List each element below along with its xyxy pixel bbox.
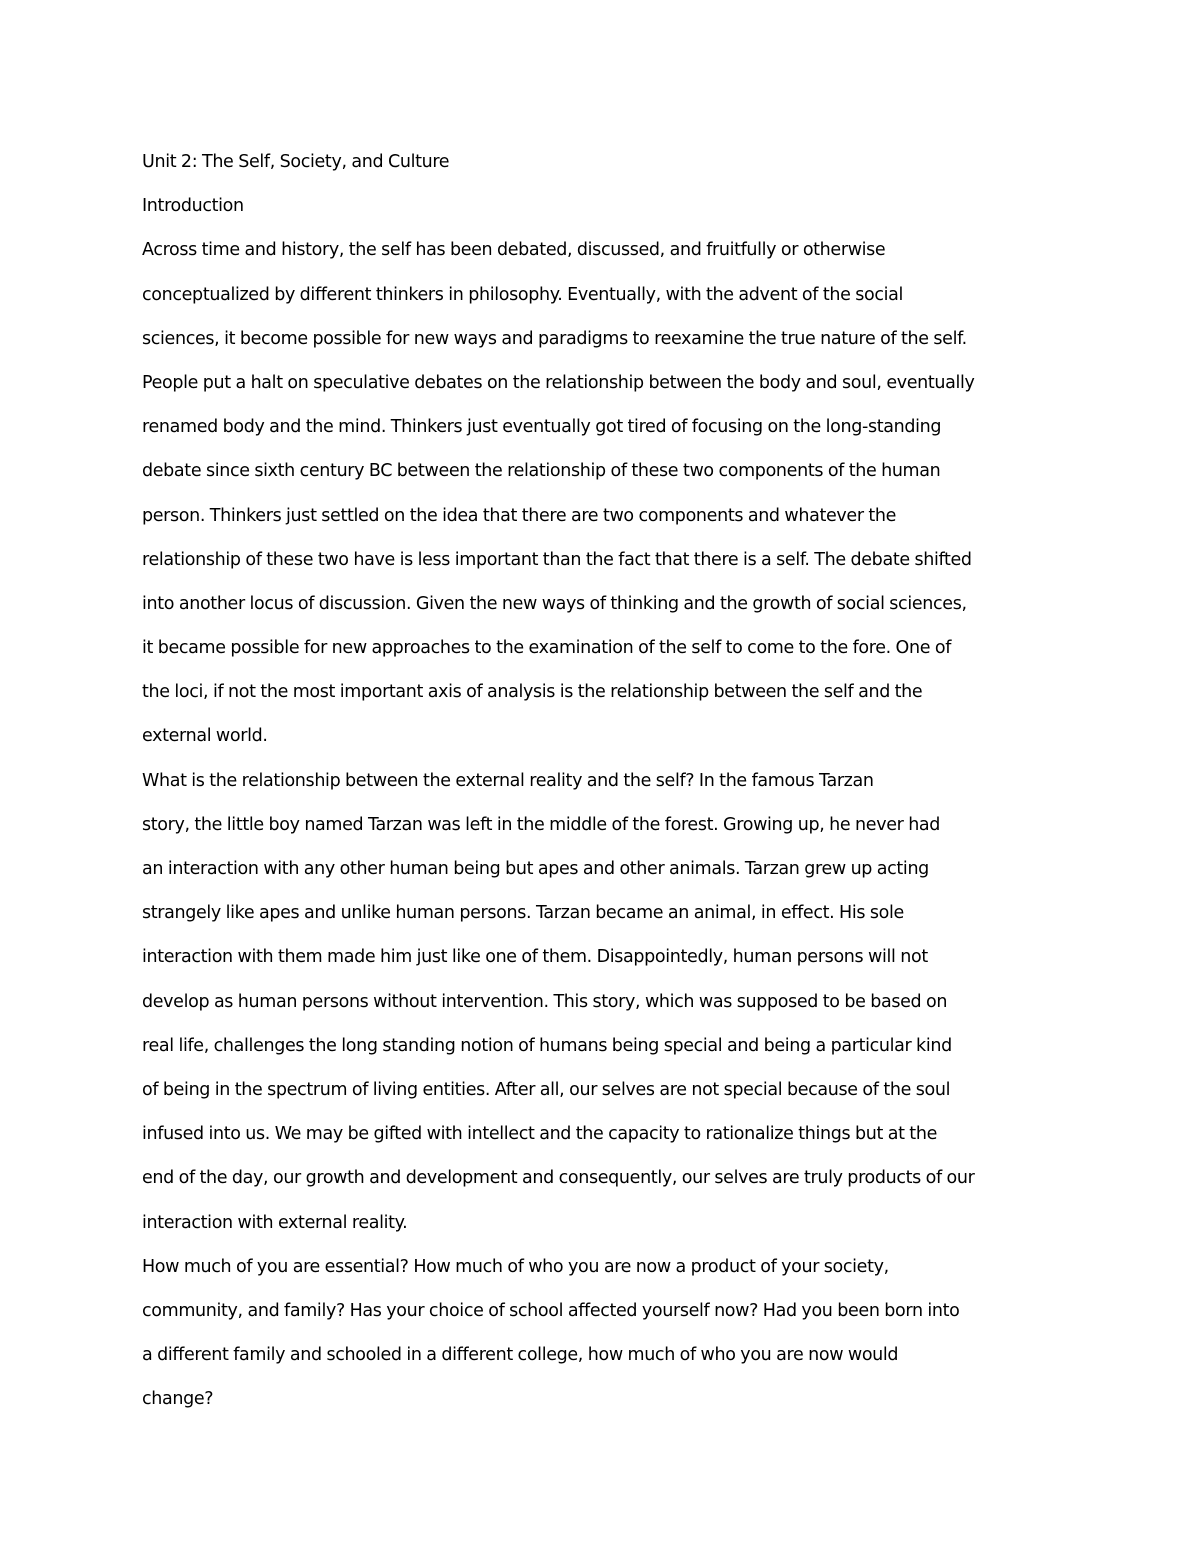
paragraph-line: conceptualized by different thinkers in philosophy. Eventually, with the advent of the social (142, 284, 903, 305)
paragraph-line: of being in the spectrum of living entities. After all, our selves are not special because of the soul (142, 1079, 951, 1100)
paragraph-line: a different family and schooled in a different college, how much of who you are now would (142, 1345, 899, 1366)
paragraph-line: Across time and history, the self has been debated, discussed, and fruitfully or otherwise (142, 240, 886, 261)
paragraph-line: it became possible for new approaches to the examination of the self to come to the fore. One of (142, 638, 952, 659)
paragraph-line: develop as human persons without intervention. This story, which was supposed to be based on (142, 991, 948, 1012)
paragraph-line: the loci, if not the most important axis of analysis is the relationship between the self and the (142, 682, 923, 703)
paragraph-line: interaction with them made him just like one of them. Disappointedly, human persons will not (142, 947, 928, 968)
paragraph-line: real life, challenges the long standing notion of humans being special and being a particular kind (142, 1035, 952, 1056)
paragraph-1 (142, 228, 1042, 758)
paragraph-line: story, the little boy named Tarzan was left in the middle of the forest. Growing up, he never had (142, 814, 941, 835)
document-title: Unit 2: The Self, Society, and Culture (142, 152, 450, 172)
paragraph-line: person. Thinkers just settled on the idea that there are two components and whatever the (142, 505, 897, 526)
paragraph-line: debate since sixth century BC between the relationship of these two components of the human (142, 461, 941, 482)
paragraph-line: interaction with external reality. (142, 1212, 408, 1233)
paragraph-line: What is the relationship between the external reality and the self? In the famous Tarzan (142, 770, 874, 791)
paragraph-line: strangely like apes and unlike human persons. Tarzan became an animal, in effect. His sole (142, 903, 904, 924)
section-heading: Introduction (142, 196, 244, 217)
paragraph-line: renamed body and the mind. Thinkers just eventually got tired of focusing on the long-standing (142, 417, 942, 438)
paragraph-2 (142, 759, 1042, 1245)
paragraph-line: into another locus of discussion. Given the new ways of thinking and the growth of social sciences, (142, 593, 967, 614)
paragraph-line: change? (142, 1389, 214, 1410)
paragraph-line: end of the day, our growth and development and consequently, our selves are truly products of our (142, 1168, 975, 1189)
paragraph-line: external world. (142, 726, 268, 747)
paragraph-line: sciences, it become possible for new ways and paradigms to reexamine the true nature of the self. (142, 328, 967, 349)
paragraph-line: People put a halt on speculative debates on the relationship between the body and soul, eventually (142, 372, 975, 393)
document-body (142, 140, 1042, 1421)
paragraph-line: an interaction with any other human being but apes and other animals. Tarzan grew up acting (142, 859, 929, 879)
paragraph-line: infused into us. We may be gifted with intellect and the capacity to rationalize things but at the (142, 1124, 937, 1145)
paragraph-line: relationship of these two have is less important than the fact that there is a self. The debate shifted (142, 549, 972, 570)
paragraph-line: community, and family? Has your choice of school affected yourself now? Had you been born into (142, 1300, 960, 1321)
paragraph-line: How much of you are essential? How much of who you are now a product of your society, (142, 1256, 889, 1277)
paragraph-3 (142, 1245, 1042, 1422)
